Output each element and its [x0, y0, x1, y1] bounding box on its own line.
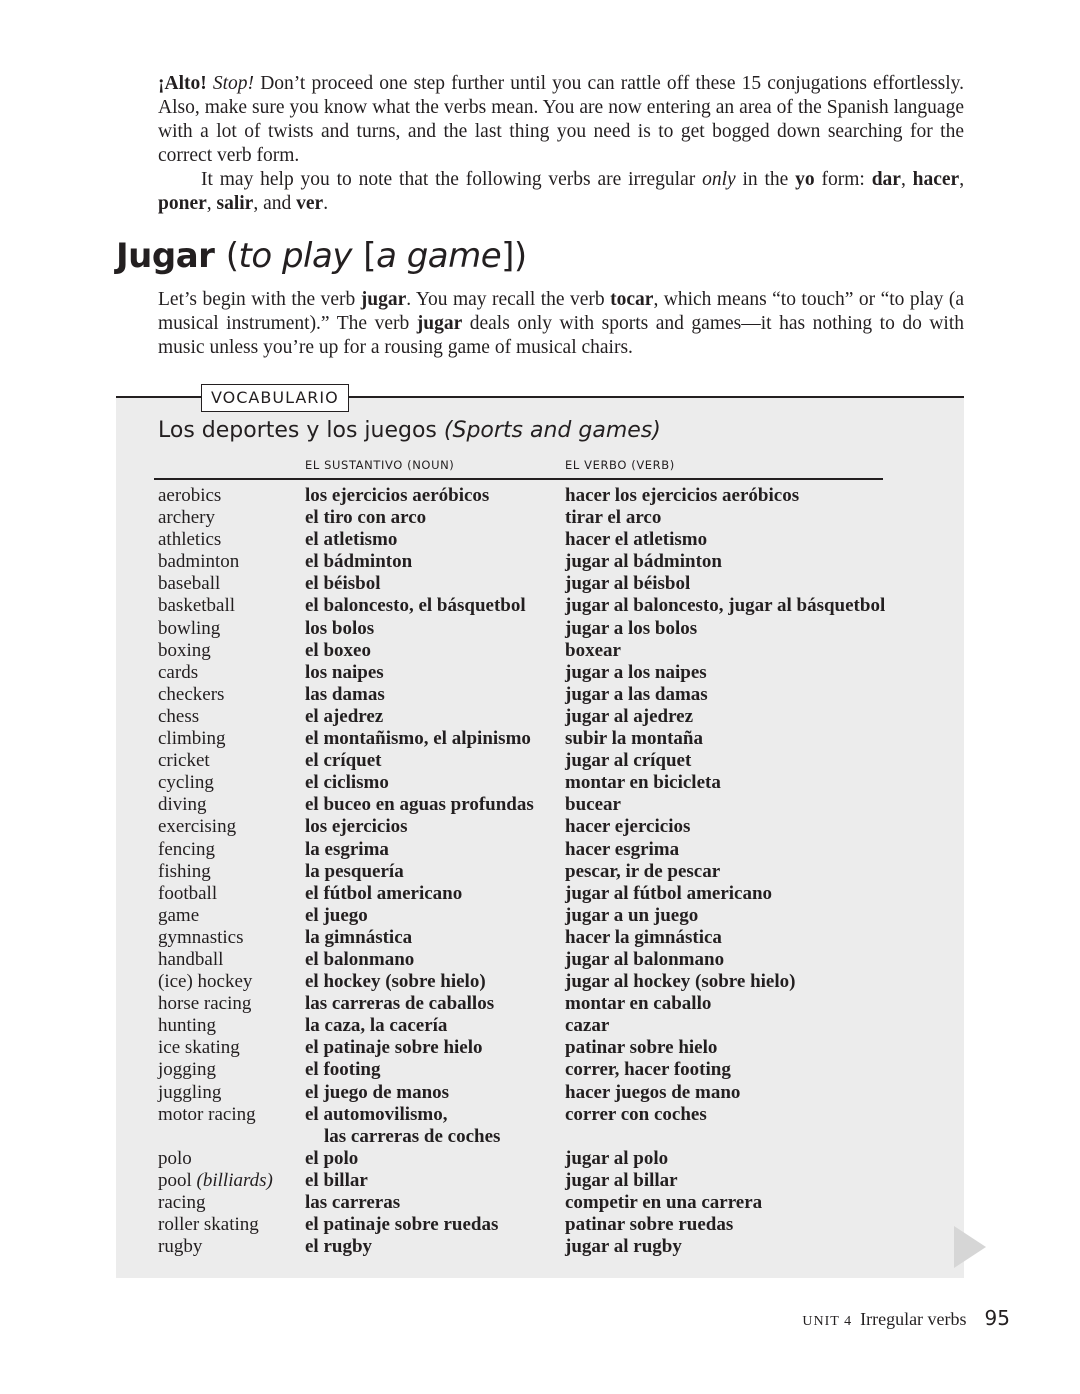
vocab-row	[0, 794, 1080, 816]
vocab-verb: hacer los ejercicios aeróbicos	[565, 485, 800, 506]
vocab-english-text: cards	[158, 661, 199, 683]
vocab-english-text: boxing	[158, 639, 211, 661]
vocab-noun-text: las carreras de caballos	[305, 993, 495, 1015]
vocab-english	[158, 905, 199, 927]
vocab-row	[0, 662, 1080, 684]
vocab-verb: correr, hacer footing	[565, 1059, 731, 1081]
vocab-english	[158, 1059, 216, 1081]
vocab-verb: jugar a las damas	[565, 683, 708, 705]
vocab-english-text: football	[158, 882, 218, 904]
lead-jugar: jugar	[360, 289, 407, 310]
vocab-noun-text: el balonmano	[305, 948, 415, 970]
vocab-english	[158, 485, 221, 507]
vocab-english	[158, 883, 217, 905]
vocab-english-text: basketball	[158, 595, 236, 617]
vocab-noun-continuation: las carreras de coches	[324, 1125, 501, 1147]
vocab-english	[158, 839, 215, 861]
vocab-english	[158, 1236, 202, 1258]
vocab-english-text: game	[158, 904, 200, 926]
vocab-row	[0, 839, 1080, 861]
vocab-row	[0, 993, 1080, 1015]
vocab-row	[0, 861, 1080, 883]
vocab-verb: bucear	[565, 794, 621, 816]
vocab-english-text: cricket	[158, 750, 210, 772]
vocab-noun	[305, 1170, 368, 1192]
vocab-verb: tirar el arco	[565, 507, 662, 529]
p2-text-1: It may help you to note that the following verbs are irregular	[201, 169, 696, 190]
vocab-noun	[305, 529, 397, 551]
vocab-noun-text: el montañismo, el alpinismo	[305, 728, 531, 750]
vocab-label: VOCABULARIO	[201, 384, 349, 412]
vocab-noun-text: el buceo en aguas profundas	[305, 794, 534, 816]
vocab-row	[0, 573, 1080, 595]
verb-salir: salir	[216, 193, 254, 214]
vocab-verb: jugar al ajedrez	[565, 705, 694, 727]
vocab-english-text: climbing	[158, 728, 226, 750]
vocab-english-text: archery	[158, 507, 215, 529]
lead-text-4: deals only with sports and games—it has nothing to do with music unless you’re up for a rousing game of musical chairs.	[158, 313, 965, 358]
column-header-verb: EL VERBO (VERB)	[565, 458, 675, 472]
vocab-row	[0, 529, 1080, 551]
intro-paragraph-1	[158, 72, 964, 168]
vocab-noun	[305, 794, 534, 816]
vocab-noun	[305, 551, 412, 573]
vocab-english	[158, 684, 224, 706]
vocab-english-italic: (billiards)	[196, 1169, 273, 1191]
footer-section: Irregular verbs	[860, 1309, 967, 1329]
vocab-row	[0, 971, 1080, 993]
footer-unit: UNIT 4	[802, 1314, 853, 1329]
vocab-noun	[305, 662, 384, 684]
vocab-english-text: aerobics	[158, 485, 222, 506]
vocab-row	[0, 750, 1080, 772]
verb-dar: dar	[871, 169, 901, 190]
vocab-english-text: rugby	[158, 1236, 203, 1258]
vocab-english-text: hunting	[158, 1015, 217, 1037]
vocab-row	[0, 595, 1080, 617]
vocab-english-text: baseball	[158, 573, 221, 595]
vocab-row	[0, 816, 1080, 838]
vocab-noun	[305, 485, 489, 507]
vocab-row	[0, 1170, 1080, 1192]
vocab-noun-text: el automovilismo,	[305, 1103, 448, 1125]
vocab-noun-text: las carreras	[305, 1192, 401, 1213]
vocab-row	[0, 640, 1080, 662]
vocab-noun-text: el bádminton	[305, 551, 413, 573]
vocab-verb: jugar al fútbol americano	[565, 882, 773, 904]
verb-poner: poner	[158, 193, 207, 214]
vocab-verb: jugar a los naipes	[565, 661, 707, 683]
vocab-english-text: bowling	[158, 617, 221, 639]
vocab-english	[158, 1015, 216, 1037]
vocab-row	[0, 551, 1080, 573]
vocab-row	[0, 883, 1080, 905]
vocab-verb: correr con coches	[565, 1103, 707, 1125]
vocab-noun	[305, 1192, 400, 1214]
vocab-noun-text: el críquet	[305, 750, 382, 772]
vocab-row	[0, 927, 1080, 949]
vocab-noun	[305, 618, 374, 640]
vocab-verb: patinar sobre ruedas	[565, 1214, 734, 1236]
page-footer	[802, 1306, 1010, 1330]
vocab-english-text: athletics	[158, 529, 222, 551]
vocab-verb: jugar al baloncesto, jugar al básquetbol	[565, 595, 886, 617]
vocab-english-text: fishing	[158, 860, 211, 882]
header-rule	[154, 478, 883, 480]
vocab-noun-text: el rugby	[305, 1236, 373, 1258]
vocab-verb: jugar al béisbol	[565, 573, 691, 595]
vocab-verb: jugar al balonmano	[565, 948, 725, 970]
vocab-english-text: (ice) hockey	[158, 971, 253, 993]
vocab-noun	[305, 1214, 498, 1236]
vocab-row	[0, 949, 1080, 971]
vocab-verb: jugar al rugby	[565, 1236, 682, 1258]
vocab-noun-text: los ejercicios aeróbicos	[305, 485, 490, 506]
vocab-row	[0, 1236, 1080, 1258]
vocab-english-text: fencing	[158, 838, 215, 860]
vocab-noun-text: los bolos	[305, 617, 375, 639]
vocab-noun	[305, 706, 383, 728]
vocab-noun	[305, 1037, 483, 1059]
vocab-row	[0, 905, 1080, 927]
vocab-noun-text: el tiro con arco	[305, 507, 427, 529]
vocab-english-text: juggling	[158, 1081, 222, 1103]
lead-text-3: , which means “to touch” or “to play (a musical instrument).” The verb	[158, 289, 965, 334]
vocab-english	[158, 1192, 205, 1214]
vocab-english-text: diving	[158, 794, 207, 816]
vocab-english	[158, 750, 210, 772]
only-italic: only	[702, 169, 736, 190]
vocab-noun	[305, 573, 380, 595]
vocab-noun-text: la pesquería	[305, 860, 404, 882]
vocab-english	[158, 529, 221, 551]
vocab-title-italic: (Sports and games)	[443, 418, 661, 443]
vocab-english	[158, 1170, 273, 1192]
lead-text-1: Let’s begin with the verb	[158, 289, 356, 310]
verb-hacer: hacer	[912, 169, 960, 190]
vocab-noun-text: el hockey (sobre hielo)	[305, 971, 486, 993]
vocab-row	[0, 728, 1080, 750]
vocab-english	[158, 706, 199, 728]
vocab-row	[0, 1059, 1080, 1081]
vocab-noun-text: los ejercicios	[305, 816, 408, 838]
vocab-verb: hacer juegos de mano	[565, 1081, 741, 1103]
vocab-verb: jugar al críquet	[565, 750, 692, 772]
vocab-noun-text: las damas	[305, 683, 385, 705]
vocab-english-text: polo	[158, 1147, 192, 1169]
vocab-row	[0, 706, 1080, 728]
vocab-noun	[305, 595, 526, 617]
lead-tocar: tocar	[610, 289, 654, 310]
vocab-english	[158, 971, 252, 993]
vocab-verb: jugar a un juego	[565, 904, 699, 926]
vocab-english	[158, 662, 198, 684]
vocab-row	[0, 1148, 1080, 1170]
column-header-noun: EL SUSTANTIVO (NOUN)	[305, 458, 455, 472]
vocab-noun	[305, 949, 414, 971]
vocab-noun-text: la gimnástica	[305, 926, 413, 948]
vocab-noun-text: el patinaje sobre hielo	[305, 1037, 483, 1059]
vocab-noun	[305, 993, 494, 1015]
lead-jugar-2: jugar	[416, 313, 463, 334]
lead-paragraph	[158, 288, 964, 360]
vocab-english	[158, 949, 223, 971]
vocab-noun	[305, 1015, 447, 1037]
vocab-noun	[305, 1148, 358, 1170]
vocab-verb: jugar al bádminton	[565, 551, 722, 573]
stop-italic: Stop!	[212, 73, 255, 94]
vocab-noun-text: el atletismo	[305, 529, 398, 551]
vocab-noun	[305, 971, 486, 993]
heading-italic-1: to play	[238, 236, 352, 276]
vocab-english	[158, 1082, 221, 1104]
section-heading	[116, 236, 527, 276]
vocab-english	[158, 507, 215, 529]
yo-bold: yo	[795, 169, 815, 190]
vocab-noun-text: el juego de manos	[305, 1081, 450, 1103]
heading-word: Jugar	[116, 236, 215, 276]
vocab-verb: hacer ejercicios	[565, 816, 691, 838]
vocab-noun	[305, 839, 389, 861]
vocab-noun-text: el ajedrez	[305, 705, 384, 727]
vocab-english-text: badminton	[158, 551, 240, 573]
page-number: 95	[984, 1306, 1010, 1330]
vocab-noun-text: la esgrima	[305, 838, 389, 860]
vocab-noun	[305, 640, 371, 662]
vocab-title	[158, 418, 661, 443]
intro-text	[158, 72, 964, 216]
vocab-noun	[305, 1082, 449, 1104]
vocab-english	[158, 573, 220, 595]
vocab-row	[0, 1214, 1080, 1236]
vocab-english-text: jogging	[158, 1059, 217, 1081]
vocab-english	[158, 993, 251, 1015]
vocab-english	[158, 1104, 256, 1126]
vocab-english-text: cycling	[158, 772, 214, 794]
vocab-row	[0, 1015, 1080, 1037]
vocab-noun-text: el footing	[305, 1059, 381, 1081]
vocab-english	[158, 640, 211, 662]
vocab-english-text: checkers	[158, 683, 225, 705]
vocab-english-text: motor racing	[158, 1103, 256, 1125]
vocab-english	[158, 772, 214, 794]
vocab-english	[158, 618, 220, 640]
p2-text-3: form:	[821, 169, 865, 190]
lead-text-2: . You may recall the verb	[406, 289, 605, 310]
vocab-verb: cazar	[565, 1015, 610, 1037]
vocab-english-text: pool	[158, 1169, 192, 1191]
vocab-noun-text: el béisbol	[305, 573, 381, 595]
next-page-arrow-icon[interactable]	[954, 1226, 986, 1268]
vocab-english	[158, 595, 235, 617]
vocab-noun-text: el billar	[305, 1169, 368, 1191]
intro-paragraph-2: It may help you to note that the following verbs are irregular only in the yo form: dar, hacer, poner, salir, and ver.	[158, 169, 965, 214]
vocab-verb: montar en bicicleta	[565, 772, 721, 794]
verb-ver: ver	[296, 193, 324, 214]
vocab-row	[0, 1037, 1080, 1059]
vocab-noun	[305, 927, 412, 949]
vocab-noun-text: el juego	[305, 904, 368, 926]
vocab-verb: jugar a los bolos	[565, 617, 698, 639]
vocab-verb: boxear	[565, 639, 621, 661]
vocab-english	[158, 816, 236, 838]
vocab-verb: jugar al billar	[565, 1169, 678, 1191]
vocab-verb: hacer el atletismo	[565, 529, 708, 551]
vocab-verb: jugar al hockey (sobre hielo)	[565, 971, 796, 993]
vocab-noun	[305, 861, 404, 883]
vocab-noun-text: el patinaje sobre ruedas	[305, 1214, 499, 1236]
vocab-english	[158, 1037, 240, 1059]
vocab-english	[158, 1214, 259, 1236]
vocab-noun-text: el ciclismo	[305, 772, 389, 794]
vocab-row	[0, 772, 1080, 794]
vocab-noun	[305, 772, 389, 794]
vocab-verb: hacer la gimnástica	[565, 926, 722, 948]
vocab-noun-text: el boxeo	[305, 639, 371, 661]
p2-text-2: in the	[742, 169, 789, 190]
vocab-noun-text: el polo	[305, 1147, 359, 1169]
heading-bracket-open: [	[363, 236, 377, 276]
heading-italic-2: a game	[376, 236, 502, 276]
vocab-row	[0, 485, 1080, 507]
vocab-row	[0, 1104, 1080, 1148]
vocab-noun-text: el fútbol americano	[305, 882, 463, 904]
vocab-english-text: horse racing	[158, 993, 252, 1015]
vocab-english-text: exercising	[158, 816, 237, 838]
vocab-noun	[305, 1104, 500, 1148]
vocab-noun	[305, 684, 385, 706]
vocab-verb: jugar al polo	[565, 1147, 669, 1169]
vocab-noun	[305, 728, 531, 750]
vocab-verb: patinar sobre hielo	[565, 1037, 718, 1059]
vocab-row	[0, 684, 1080, 706]
vocab-english-text: chess	[158, 705, 200, 727]
vocab-english	[158, 794, 207, 816]
vocab-noun	[305, 750, 382, 772]
vocab-verb: competir en una carrera	[565, 1192, 763, 1213]
vocab-verb: subir la montaña	[565, 728, 703, 750]
vocab-noun	[305, 883, 462, 905]
vocab-noun	[305, 816, 408, 838]
alto-bold: ¡Alto!	[158, 73, 207, 94]
vocab-noun	[305, 1236, 372, 1258]
vocab-title-text: Los deportes y los juegos	[158, 418, 437, 443]
p2-text-4: and	[263, 193, 292, 214]
heading-paren-open: (	[225, 236, 239, 276]
vocab-verb: hacer esgrima	[565, 838, 680, 860]
vocab-english	[158, 861, 211, 883]
vocab-noun-text: el baloncesto, el básquetbol	[305, 595, 526, 617]
vocab-noun	[305, 507, 426, 529]
vocab-english	[158, 927, 244, 949]
vocab-english-text: handball	[158, 948, 224, 970]
vocab-noun	[305, 905, 368, 927]
vocab-row	[0, 1082, 1080, 1104]
vocab-verb: montar en caballo	[565, 993, 712, 1015]
heading-close: ])	[501, 236, 527, 276]
vocab-row	[0, 507, 1080, 529]
vocab-verb: pescar, ir de pescar	[565, 860, 721, 882]
vocab-list	[0, 485, 1080, 1258]
vocab-english-text: gymnastics	[158, 926, 244, 948]
vocab-english	[158, 551, 239, 573]
vocab-english-text: ice skating	[158, 1037, 240, 1059]
vocab-english-text: roller skating	[158, 1214, 259, 1236]
vocab-english	[158, 728, 226, 750]
vocab-noun	[305, 1059, 380, 1081]
vocab-row	[0, 618, 1080, 640]
intro-paragraph-1-text: Don’t proceed one step further until you can rattle off these 15 conjugations effortlessly. Also, make sure you know what the verbs mean. You are now entering an area of the Spanish language with a lot of twists and turns, and the last thing you need is to get bogged down searching for the correct verb form.	[158, 73, 965, 166]
vocab-english	[158, 1148, 192, 1170]
vocab-noun-text: la caza, la cacería	[305, 1015, 448, 1037]
vocab-english-text: racing	[158, 1192, 206, 1213]
vocab-noun-text: los naipes	[305, 661, 384, 683]
vocab-row	[0, 1192, 1080, 1214]
